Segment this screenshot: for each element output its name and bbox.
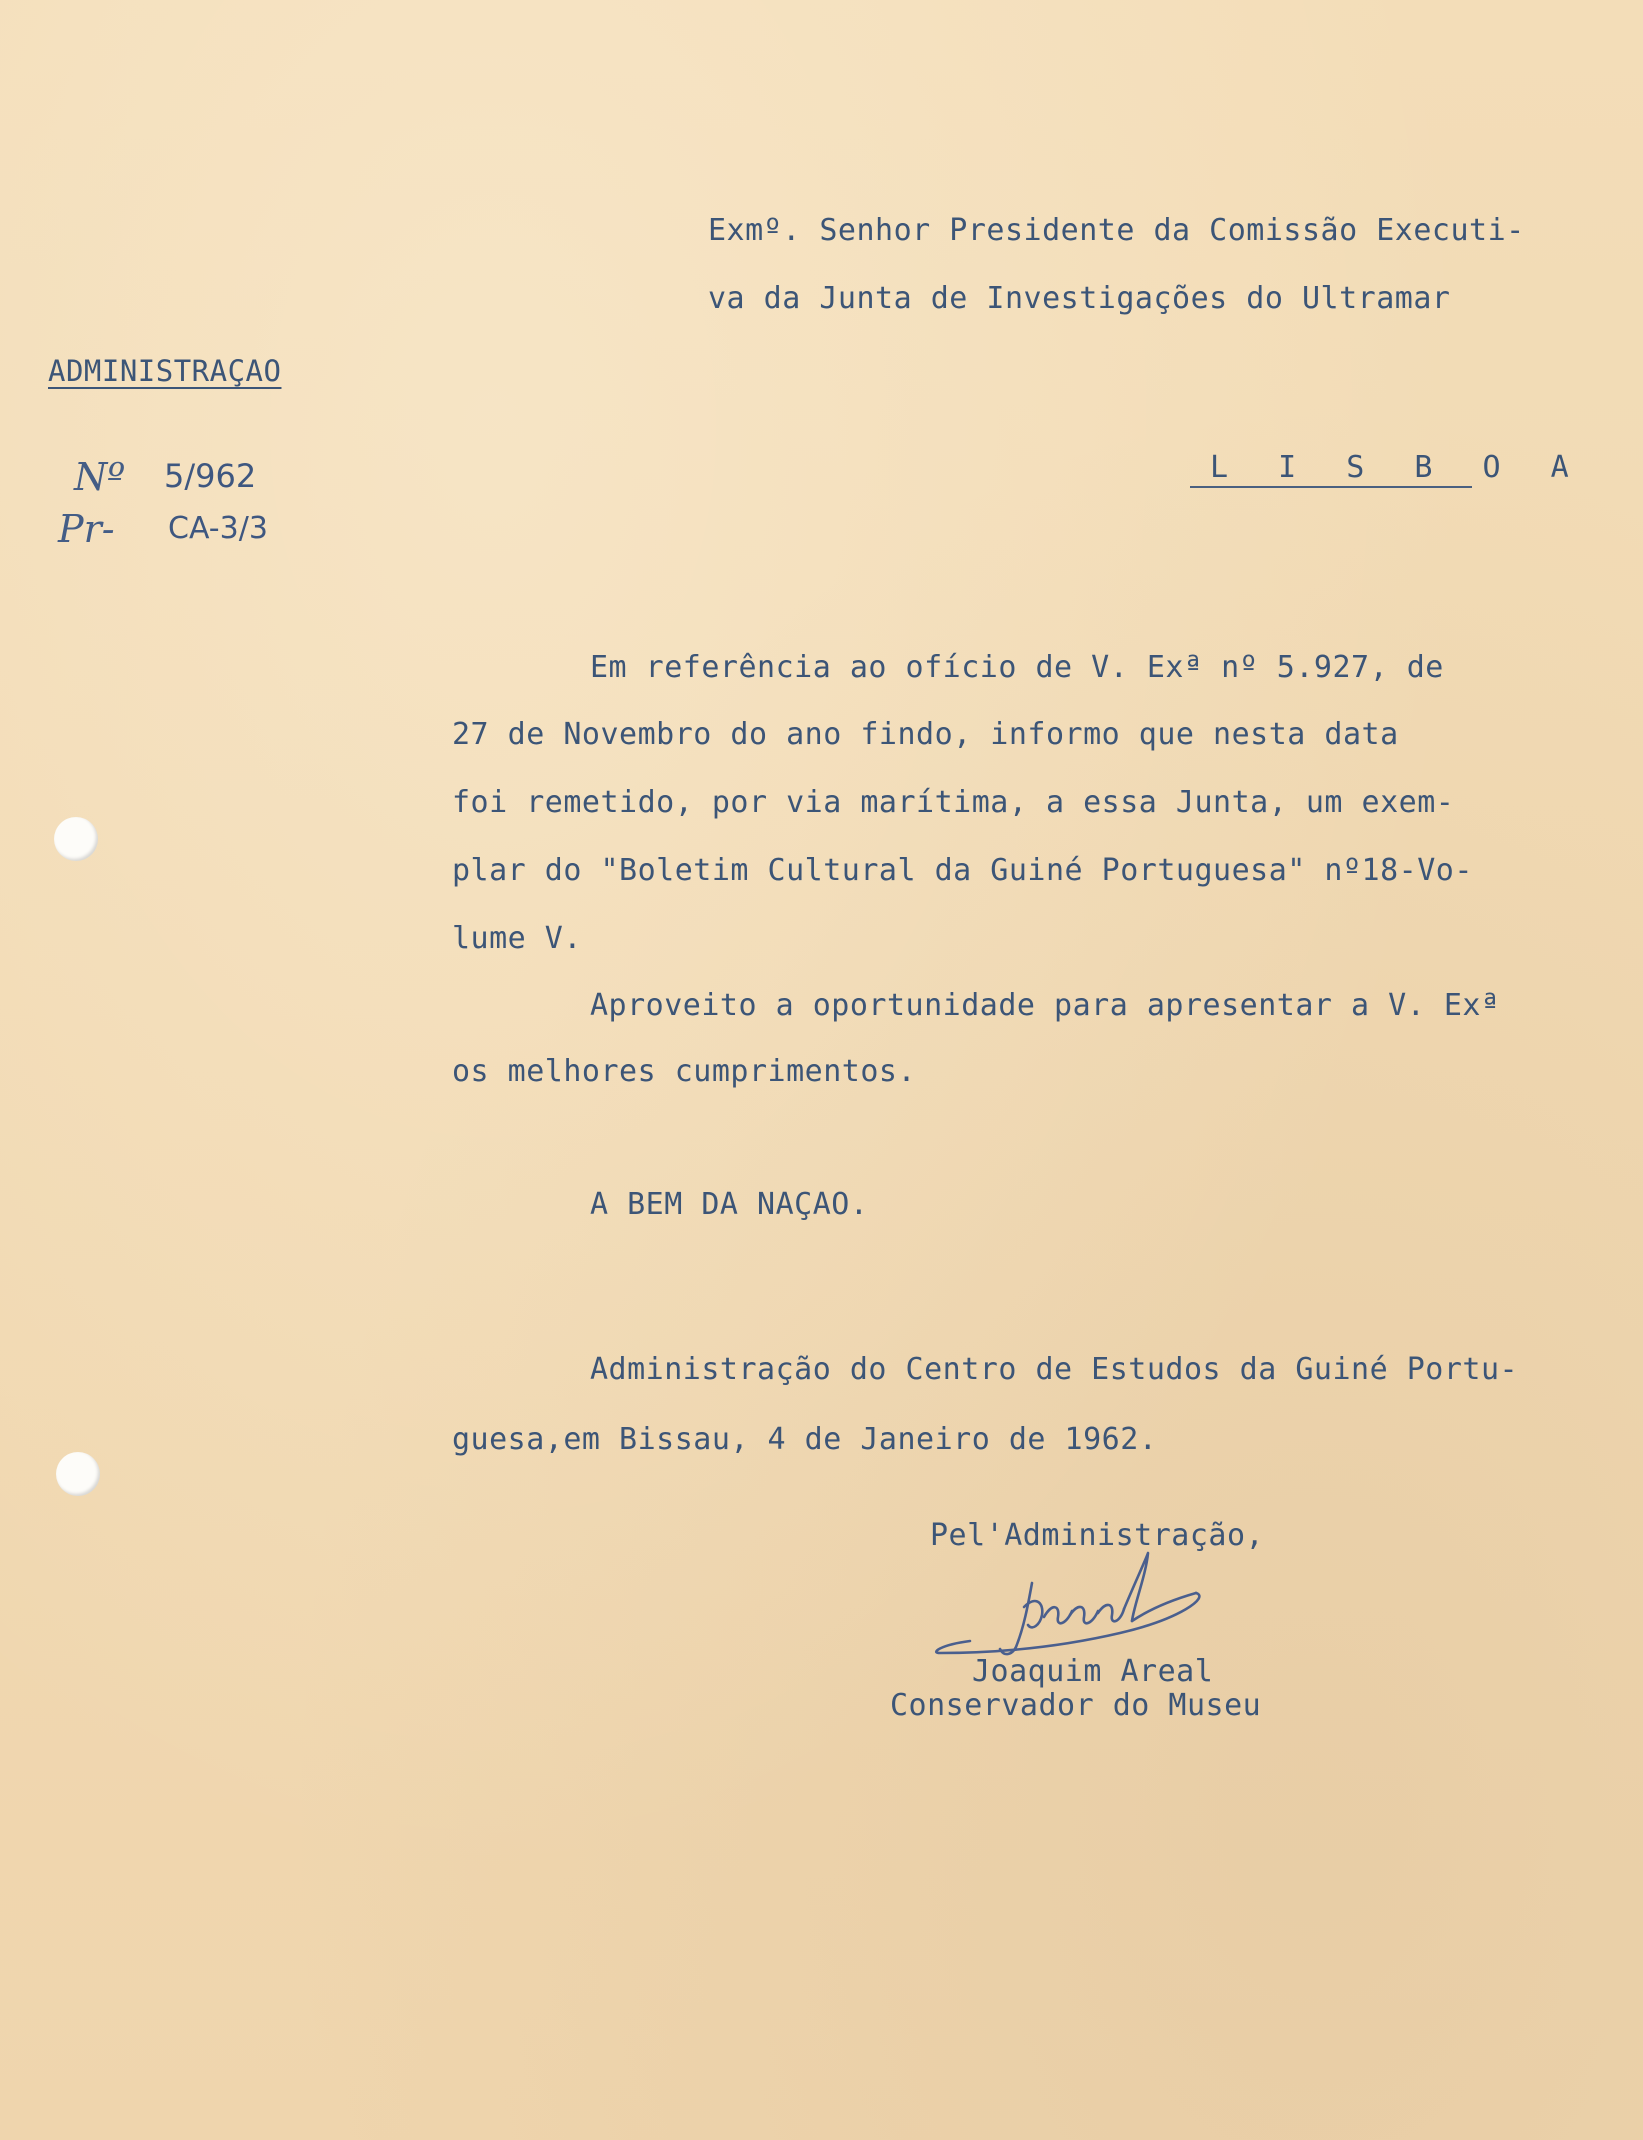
paragraph-1-line-1: Em referência ao ofício de V. Exª nº 5.927, de [590, 650, 1444, 685]
paragraph-2-line-1: Aproveito a oportunidade para apresentar a V. Exª [590, 988, 1500, 1023]
ref-number-prefix: Nº [74, 455, 126, 499]
ref-number: 5/962 [164, 457, 257, 495]
place-date-line-1: Administração do Centro de Estudos da Guiné Portu- [590, 1352, 1519, 1387]
destination-underline [1190, 486, 1472, 488]
paragraph-1-line-4: plar do "Boletim Cultural da Guiné Portuguesa" nº18-Vo- [452, 853, 1473, 888]
signatory-name: Joaquim Areal [972, 1654, 1214, 1689]
proc-prefix: Pr- [58, 507, 115, 551]
punch-hole-bottom [56, 1452, 100, 1496]
signatory-title: Conservador do Museu [890, 1688, 1262, 1723]
destination-city: L I S B O A [1210, 450, 1585, 485]
salutation: A BEM DA NAÇAO. [590, 1187, 869, 1222]
proc-number: CA-3/3 [168, 511, 268, 546]
on-behalf-line: Pel'Administração, [930, 1518, 1265, 1553]
paragraph-1-line-5: lume V. [452, 921, 582, 956]
place-date-line-2: guesa,em Bissau, 4 de Janeiro de 1962. [452, 1422, 1158, 1457]
addressee-line-2: va da Junta de Investigações do Ultramar [708, 281, 1451, 316]
paragraph-1-line-2: 27 de Novembro do ano findo, informo que nesta data [452, 717, 1399, 752]
paragraph-2-line-2: os melhores cumprimentos. [452, 1054, 917, 1089]
paragraph-1-line-3: foi remetido, por via marítima, a essa Junta, um exem- [452, 785, 1455, 820]
punch-hole-top [54, 817, 98, 861]
department-heading: ADMINISTRAÇAO [48, 354, 282, 388]
addressee-line-1: Exmº. Senhor Presidente da Comissão Executi- [708, 213, 1525, 248]
